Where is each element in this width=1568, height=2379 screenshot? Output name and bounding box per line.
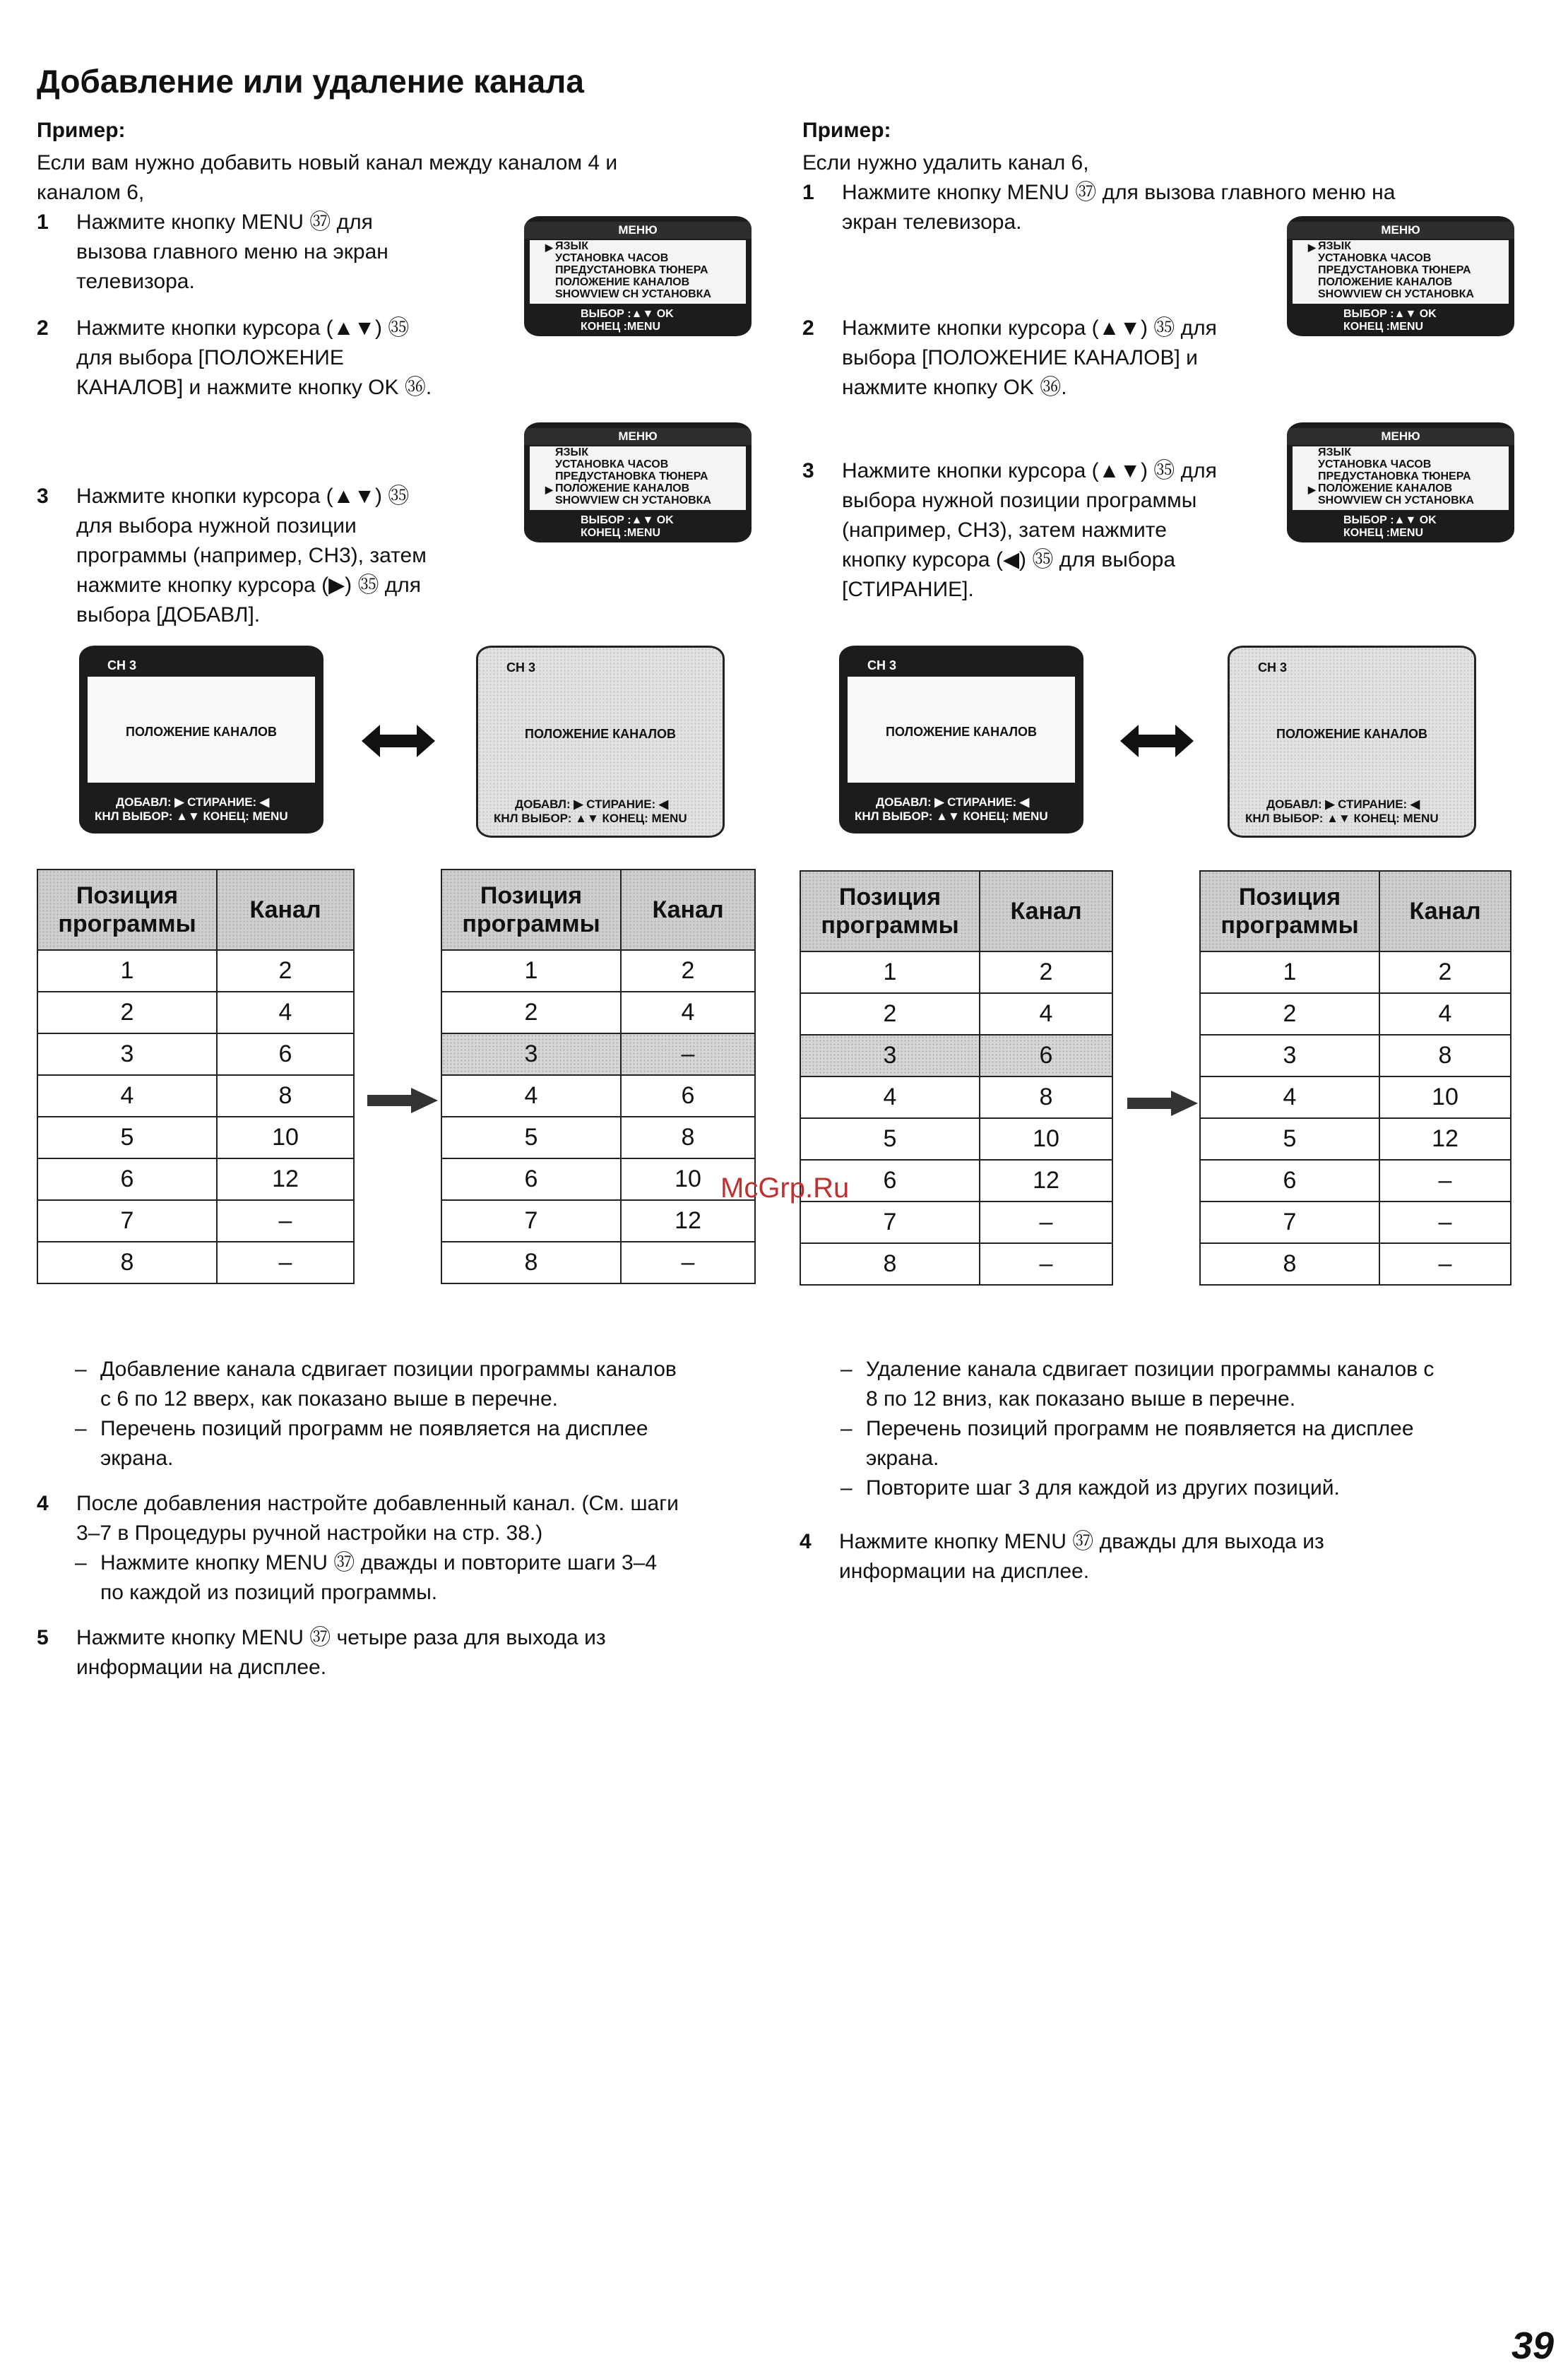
right-note-1: – Удаление канала сдвигает позиции программы каналов с 8 по 12 вниз, как показано выше в перечне. (841, 1358, 1435, 1411)
position-cell: 5 (1200, 1118, 1379, 1160)
table-add-before: Позиция программы Канал 1 2 2 4 3 6 4 8 5 10 6 12 7 – 8 – (37, 869, 355, 1284)
watermark: McGrp.Ru (720, 1173, 850, 1204)
right-step-3: 3 Нажмите кнопки курсора (▲▼) ㉟ для выбора нужной позиции программы (например, CH3), затем нажмите кнопку курсора (◀) ㉟ для выбора [СТИРАНИЕ]. (802, 459, 1217, 601)
position-cell: 5 (800, 1118, 980, 1160)
table-row (1200, 1160, 1511, 1202)
channel-cell: 6 (980, 1035, 1112, 1076)
table-row (1200, 1118, 1511, 1160)
example-label-left: Пример: (37, 119, 126, 142)
table-row (1200, 1076, 1511, 1118)
position-cell: 8 (800, 1243, 980, 1285)
channel-cell: – (217, 1200, 354, 1242)
table-row (37, 1033, 354, 1075)
position-cell: 3 (1200, 1035, 1379, 1076)
channel-cell: 8 (621, 1117, 755, 1158)
position-cell: 1 (441, 950, 621, 992)
table-add-after: Позиция программы Канал 1 2 2 4 3 – 4 6 5 8 6 10 7 12 8 – (441, 869, 756, 1284)
right-step-2: 2 Нажмите кнопки курсора (▲▼) ㉟ для выбора [ПОЛОЖЕНИЕ КАНАЛОВ] и нажмите кнопку OK ㊱. (802, 316, 1217, 399)
channel-cell: 2 (621, 950, 755, 992)
channel-cell: – (1379, 1243, 1511, 1285)
position-cell: 3 (37, 1033, 217, 1075)
table-row (800, 1118, 1112, 1160)
left-step-2: 2 Нажмите кнопки курсора (▲▼) ㉟ для выбора [ПОЛОЖЕНИЕ КАНАЛОВ] и нажмите кнопку OK ㊱. (37, 316, 432, 399)
position-cell: 8 (37, 1242, 217, 1283)
position-cell: 6 (800, 1160, 980, 1202)
channel-cell: 2 (217, 950, 354, 992)
table-row (37, 992, 354, 1033)
channel-cell: – (980, 1202, 1112, 1243)
table-row (800, 1076, 1112, 1118)
position-cell: 2 (800, 993, 980, 1035)
left-step-3: 3 Нажмите кнопки курсора (▲▼) ㉟ для выбора нужной позиции программы (например, CH3), затем нажмите кнопку курсора (▶) ㉟ для выбора [ДОБАВЛ]. (37, 485, 427, 627)
table-row (800, 1202, 1112, 1243)
channel-cell: 4 (980, 993, 1112, 1035)
right-step-4: 4 Нажмите кнопку MENU ㊲ дважды для выхода из информации на дисплее. (800, 1530, 1324, 1583)
right-note-3: – Повторите шаг 3 для каждой из других позиций. (841, 1476, 1340, 1500)
table-row (1200, 993, 1511, 1035)
menu-screen-left-1: МЕНЮ ▶ ЯЗЫК УСТАНОВКА ЧАСОВ ПРЕДУСТАНОВКА ТЮНЕРА ПОЛОЖЕНИЕ КАНАЛОВ SHOWVIEW CH УСТАНОВКА ВЫБОР :▲▼ OK КОНЕЦ :MENU (524, 216, 752, 336)
channel-cell: – (1379, 1160, 1511, 1202)
position-cell: 4 (1200, 1076, 1379, 1118)
channel-cell: 12 (621, 1200, 755, 1242)
position-cell: 7 (37, 1200, 217, 1242)
left-step-1: 1 Нажмите кнопку MENU ㊲ для вызова главного меню на экран телевизора. (37, 210, 388, 293)
channel-cell: – (621, 1033, 755, 1075)
position-cell: 7 (441, 1200, 621, 1242)
table-row (1200, 1243, 1511, 1285)
channel-cell: 6 (217, 1033, 354, 1075)
channel-cell: 12 (980, 1160, 1112, 1202)
table-row (37, 1117, 354, 1158)
position-cell: 3 (441, 1033, 621, 1075)
table-row (37, 1242, 354, 1283)
page-title: Добавление или удаление канала (37, 63, 584, 100)
table-row (37, 1200, 354, 1242)
channel-cell: – (1379, 1202, 1511, 1243)
position-cell: 7 (800, 1202, 980, 1243)
pos-screen-del-1: CH 3 ПОЛОЖЕНИЕ КАНАЛОВ ДОБАВЛ: ▶ СТИРАНИЕ: ◀ КНЛ ВЫБОР: ▲▼ КОНЕЦ: MENU (839, 646, 1083, 833)
arrow-right-icon (1127, 1091, 1198, 1116)
channel-cell: 2 (980, 951, 1112, 993)
menu-screen-right-2: МЕНЮ ▶ ЯЗЫК УСТАНОВКА ЧАСОВ ПРЕДУСТАНОВКА ТЮНЕРА ПОЛОЖЕНИЕ КАНАЛОВ SHOWVIEW CH УСТАНОВКА ВЫБОР :▲▼ OK КОНЕЦ :MENU (1287, 422, 1514, 542)
channel-cell: 10 (980, 1118, 1112, 1160)
channel-cell: 6 (621, 1075, 755, 1117)
position-cell: 2 (1200, 993, 1379, 1035)
channel-cell: 8 (217, 1075, 354, 1117)
right-step-1: 1 Нажмите кнопку MENU ㊲ для вызова главного меню на экран телевизора. (802, 181, 1396, 234)
channel-cell: 12 (1379, 1118, 1511, 1160)
double-arrow-icon (362, 723, 435, 759)
double-arrow-icon (1120, 723, 1194, 759)
table-row (441, 992, 755, 1033)
table-row (441, 1158, 755, 1200)
table-del-before: Позиция программы Канал 1 2 2 4 3 6 4 8 5 10 6 12 7 – 8 – (800, 870, 1113, 1286)
intro-right: Если нужно удалить канал 6, (802, 151, 1089, 174)
pos-screen-add-1: CH 3 ПОЛОЖЕНИЕ КАНАЛОВ ДОБАВЛ: ▶ СТИРАНИЕ: ◀ КНЛ ВЫБОР: ▲▼ КОНЕЦ: MENU (79, 646, 323, 833)
table-row (800, 1035, 1112, 1076)
table-row (37, 950, 354, 992)
position-cell: 8 (441, 1242, 621, 1283)
pos-screen-del-2: CH 3 ПОЛОЖЕНИЕ КАНАЛОВ ДОБАВЛ: ▶ СТИРАНИЕ: ◀ КНЛ ВЫБОР: ▲▼ КОНЕЦ: MENU (1228, 646, 1476, 838)
channel-cell: 10 (621, 1158, 755, 1200)
table-del-after: Позиция программы Канал 1 2 2 4 3 8 4 10 5 12 6 – 7 – 8 – (1199, 870, 1511, 1286)
channel-cell: 10 (1379, 1076, 1511, 1118)
channel-cell: – (217, 1242, 354, 1283)
channel-cell: – (980, 1243, 1112, 1285)
table-row (37, 1158, 354, 1200)
arrow-right-icon (367, 1088, 438, 1113)
channel-cell: 8 (980, 1076, 1112, 1118)
table-row (800, 1243, 1112, 1285)
channel-cell: – (621, 1242, 755, 1283)
right-note-2: – Перечень позиций программ не появляется на дисплее экрана. (841, 1417, 1414, 1470)
position-cell: 4 (800, 1076, 980, 1118)
table-row (441, 950, 755, 992)
position-cell: 1 (800, 951, 980, 993)
table-row (37, 1075, 354, 1117)
table-row (800, 951, 1112, 993)
pos-screen-add-2: CH 3 ПОЛОЖЕНИЕ КАНАЛОВ ДОБАВЛ: ▶ СТИРАНИЕ: ◀ КНЛ ВЫБОР: ▲▼ КОНЕЦ: MENU (476, 646, 725, 838)
position-cell: 8 (1200, 1243, 1379, 1285)
position-cell: 2 (441, 992, 621, 1033)
position-cell: 3 (800, 1035, 980, 1076)
position-cell: 1 (37, 950, 217, 992)
position-cell: 1 (1200, 951, 1379, 993)
channel-cell: 4 (621, 992, 755, 1033)
menu-screen-right-1: МЕНЮ ▶ ЯЗЫК УСТАНОВКА ЧАСОВ ПРЕДУСТАНОВКА ТЮНЕРА ПОЛОЖЕНИЕ КАНАЛОВ SHOWVIEW CH УСТАНОВКА ВЫБОР :▲▼ OK КОНЕЦ :MENU (1287, 216, 1514, 336)
position-cell: 5 (441, 1117, 621, 1158)
table-row (1200, 951, 1511, 993)
position-cell: 4 (441, 1075, 621, 1117)
table-row (1200, 1202, 1511, 1243)
table-row (800, 993, 1112, 1035)
table-row (441, 1200, 755, 1242)
table-row (441, 1033, 755, 1075)
position-cell: 6 (441, 1158, 621, 1200)
table-row (441, 1075, 755, 1117)
left-note-2: – Перечень позиций программ не появляется на дисплее экрана. (75, 1417, 648, 1470)
position-cell: 6 (37, 1158, 217, 1200)
left-note-1: – Добавление канала сдвигает позиции программы каналов с 6 по 12 вверх, как показано выше в перечне. (75, 1358, 677, 1411)
position-cell: 2 (37, 992, 217, 1033)
channel-cell: 2 (1379, 951, 1511, 993)
table-row (441, 1117, 755, 1158)
example-label-right: Пример: (802, 119, 891, 142)
left-step-4: 4 После добавления настройте добавленный канал. (См. шаги 3–7 в Процедуры ручной настройки на стр. 38.) (37, 1492, 679, 1545)
channel-cell: 10 (217, 1117, 354, 1158)
page-number: 39 (1511, 2325, 1555, 2367)
menu-screen-left-2: МЕНЮ ▶ ЯЗЫК УСТАНОВКА ЧАСОВ ПРЕДУСТАНОВКА ТЮНЕРА ПОЛОЖЕНИЕ КАНАЛОВ SHOWVIEW CH УСТАНОВКА ВЫБОР :▲▼ OK КОНЕЦ :MENU (524, 422, 752, 542)
left-step-5: 5 Нажмите кнопку MENU ㊲ четыре раза для выхода из информации на дисплее. (37, 1626, 606, 1679)
left-step-4-note: – Нажмите кнопку MENU ㊲ дважды и повторите шаги 3–4 по каждой из позиций программы. (75, 1551, 657, 1604)
channel-cell: 4 (217, 992, 354, 1033)
intro-left: Если вам нужно добавить новый канал между каналом 4 и каналом 6, (37, 151, 618, 204)
position-cell: 7 (1200, 1202, 1379, 1243)
position-cell: 5 (37, 1117, 217, 1158)
channel-cell: 8 (1379, 1035, 1511, 1076)
position-cell: 6 (1200, 1160, 1379, 1202)
position-cell: 4 (37, 1075, 217, 1117)
table-row (1200, 1035, 1511, 1076)
channel-cell: 4 (1379, 993, 1511, 1035)
table-row (441, 1242, 755, 1283)
channel-cell: 12 (217, 1158, 354, 1200)
